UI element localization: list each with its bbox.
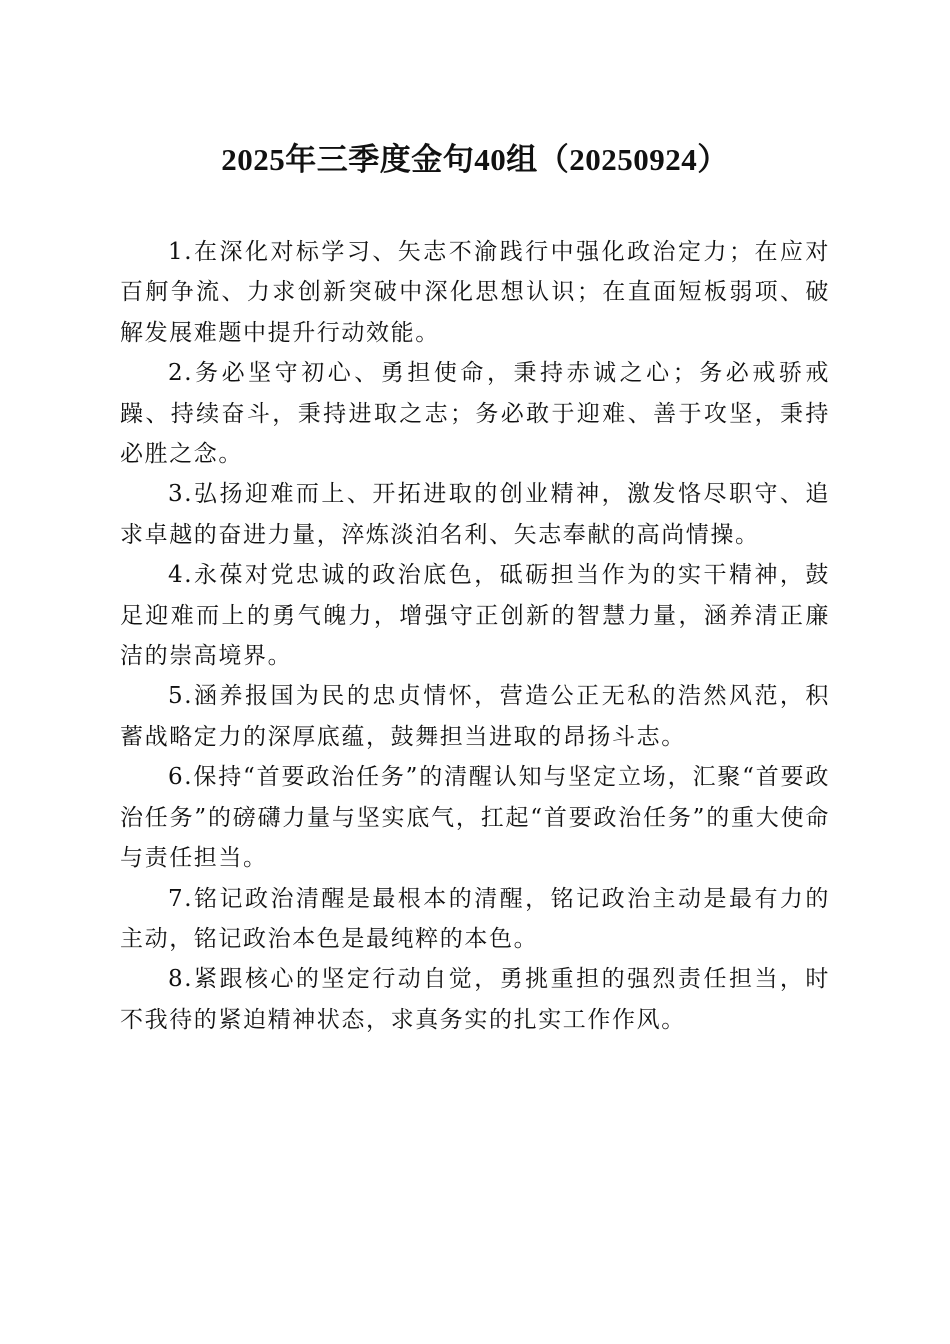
paragraph-7: 7.铭记政治清醒是最根本的清醒，铭记政治主动是最有力的主动，铭记政治本色是最纯粹的本色。	[120, 885, 830, 952]
paragraph-4: 4.永葆对党忠诚的政治底色，砥砺担当作为的实干精神，鼓足迎难而上的勇气魄力，增强守正创新的智慧力量，涵养清正廉洁的崇高境界。	[120, 562, 830, 670]
document-title: 2025年三季度金句40组（20250924）	[221, 142, 729, 177]
paragraph-1: 1.在深化对标学习、矢志不渝践行中强化政治定力；在应对百舸争流、力求创新突破中深化思想认识；在直面短板弱项、破解发展难题中提升行动效能。	[120, 239, 830, 346]
paragraph-3: 3.弘扬迎难而上、开拓进取的创业精神，激发恪尽职守、追求卓越的奋进力量，淬炼淡泊名利、矢志奉献的高尚情操。	[120, 481, 830, 548]
paragraph-5: 5.涵养报国为民的忠贞情怀，营造公正无私的浩然风范，积蓄战略定力的深厚底蕴，鼓舞担当进取的昂扬斗志。	[120, 683, 830, 750]
document-body	[120, 232, 830, 1040]
paragraph-8: 8.紧跟核心的坚定行动自觉，勇挑重担的强烈责任担当，时不我待的紧迫精神状态，求真务实的扎实工作作风。	[120, 966, 830, 1033]
paragraph-2: 2.务必坚守初心、勇担使命，秉持赤诚之心；务必戒骄戒躁、持续奋斗，秉持进取之志；务必敢于迎难、善于攻坚，秉持必胜之念。	[120, 360, 830, 468]
paragraph-6: 6.保持“首要政治任务”的清醒认知与坚定立场，汇聚“首要政治任务”的磅礴力量与坚实底气，扛起“首要政治任务”的重大使命与责任担当。	[120, 764, 830, 872]
